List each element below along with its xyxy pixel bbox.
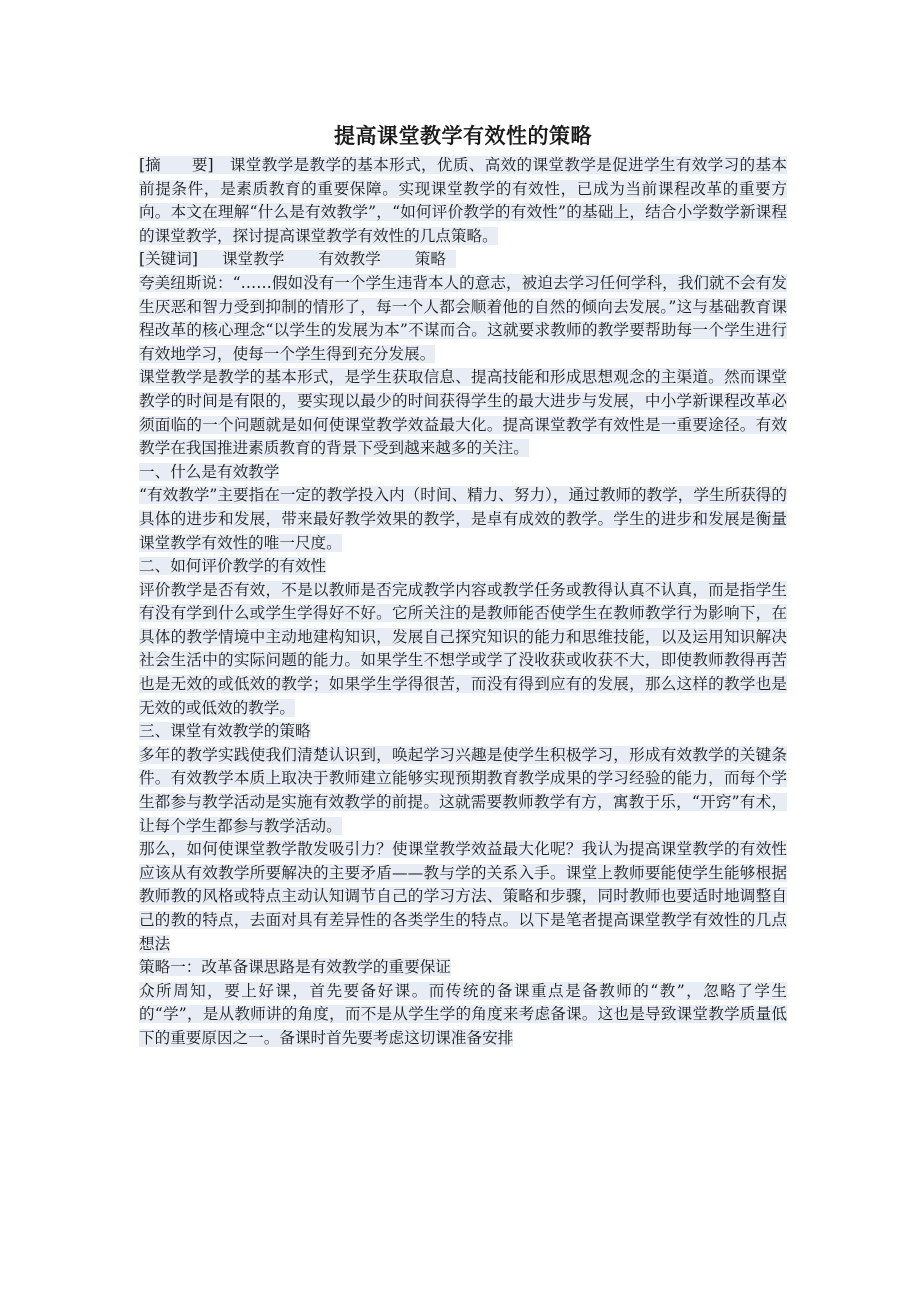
body-paragraph: 众所周知，要上好课，首先要备好课。而传统的备课重点是备教师的“教”，忽略了学生的“学”，是从教师讲的角度，而不是从学生学的角度来考虑备课。这也是导致课堂教学质量低下的重要原因之一。备课时首先要考虑这切课准备安排	[139, 981, 787, 1047]
body-paragraph: 课堂教学是教学的基本形式，是学生获取信息、提高技能和形成思想观念的主渠道。然而课堂教学的时间是有限的，要实现以最少的时间获得学生的最大进步与发展，中小学新课程改革必须面临的一个问题就是如何使课堂教学效益最大化。提高课堂教学有效性是一重要途径。有效教学在我国推进素质教育的背景下受到越来越多的关注。	[139, 368, 787, 458]
section-heading: 策略一：改革备课思路是有效教学的重要保证	[139, 958, 451, 977]
keyword-item: 课堂教学	[221, 250, 285, 269]
body-paragraph: 多年的教学实践使我们清楚认识到，唤起学习兴趣是使学生积极学习，形成有效教学的关键条件。有效教学本质上取决于教师建立能够实现预期教育教学成果的学习经验的能力，而每个学生都参与教学活动是实施有效教学的前提。这就需要教师教学有方，寓教于乐，“开窍”有术，让每个学生都参与教学活动。	[139, 745, 787, 835]
body-paragraph: 夸美纽斯说：“……假如没有一个学生违背本人的意志，被迫去学习任何学科，我们就不会有发生厌恶和智力受到抑制的情形了，每一个人都会顺着他的自然的倾向去发展。”这与基础教育课程改革的核心理念“以学生的发展为本”不谋而合。这就要求教师的教学要帮助每一个学生进行有效地学习，使每一个学生得到充分发展。	[139, 273, 787, 363]
body-paragraph: 评价教学是否有效，不是以教师是否完成教学内容或教学任务或教得认真不认真，而是指学生有没有学到什么或学生学得好不好。它所关注的是教师能否使学生在教师教学行为影响下，在具体的教学情境中主动地建构知识，发展自己探究知识的能力和思维技能，以及运用知识解决社会生活中的实际问题的能力。如果学生不想学或学了没收获或收获不大，即使教师教得再苦也是无效的或低效的教学；如果学生学得很苦，而没有得到应有的发展，那么这样的教学也是无效的或低效的教学。	[139, 580, 787, 717]
body-paragraph: “有效教学”主要指在一定的教学投入内（时间、精力、努力），通过教师的教学，学生所获得的具体的进步和发展，带来最好教学效果的教学，是卓有成效的教学。学生的进步和发展是衡量课堂教学有效性的唯一尺度。	[139, 486, 787, 552]
abstract-label: [摘 要]	[139, 156, 214, 174]
abstract-text: 课堂教学是教学的基本形式，优质、高效的课堂教学是促进学生有效学习的基本前提条件，是素质教育的重要保障。实现课堂教学的有效性，已成为当前课程改革的重要方向。本文在理解“什么是有效教学”，“如何评价教学的有效性”的基础上，结合小学数学新课程的课堂教学，探讨提高课堂教学有效性的几点策略。	[139, 156, 787, 245]
body-paragraph: 那么，如何使课堂教学散发吸引力？使课堂教学效益最大化呢？我认为提高课堂教学的有效性应该从有效教学所要解决的主要矛盾——教与学的关系入手。课堂上教师要能使学生能够根据教师教的风格或特点主动认知调节自己的学习方法、策略和步骤，同时教师也要适时地调整自己的教的特点，去面对具有差异性的各类学生的特点。以下是笔者提高课堂教学有效性的几点想法	[139, 840, 787, 953]
abstract	[139, 154, 787, 248]
keywords	[139, 248, 787, 272]
section-heading: 一、什么是有效教学	[139, 462, 280, 481]
keyword-item: 策略	[414, 250, 446, 269]
section-heading: 二、如何评价教学的有效性	[139, 557, 327, 576]
document-page	[139, 118, 787, 1051]
section-heading: 三、课堂有效教学的策略	[139, 722, 311, 741]
page-title: 提高课堂教学有效性的策略	[334, 124, 592, 148]
keyword-item: 有效教学	[318, 250, 381, 269]
keywords-label: [关键词]	[139, 250, 198, 269]
